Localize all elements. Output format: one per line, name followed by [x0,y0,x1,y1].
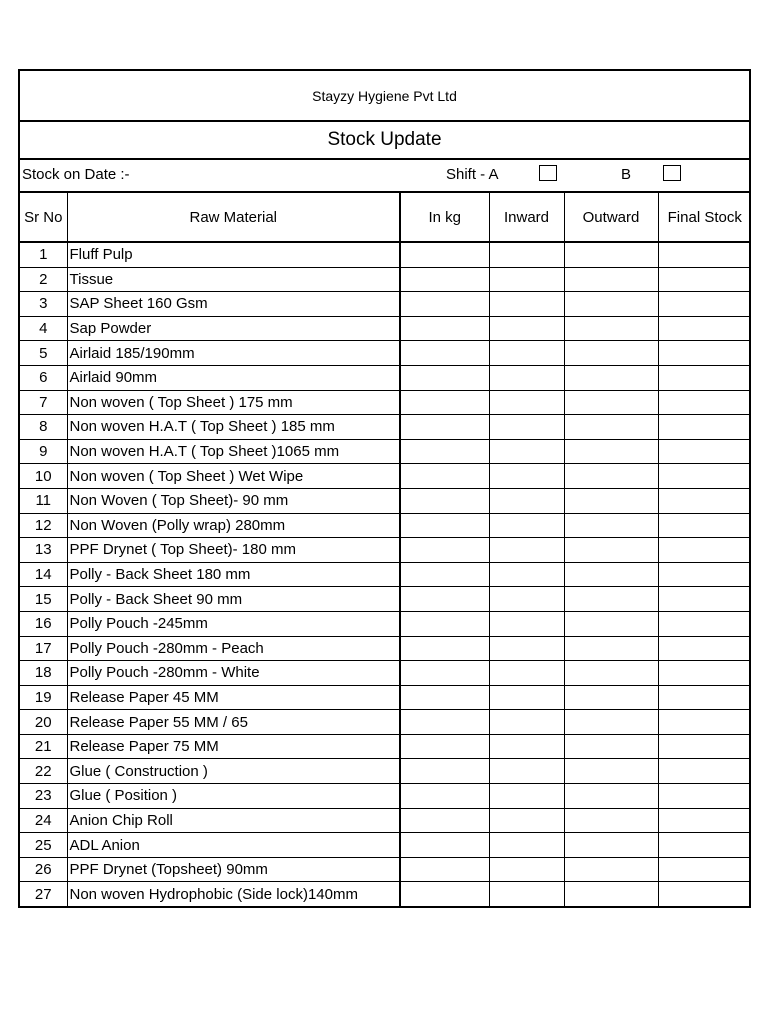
inward-cell[interactable] [489,513,564,538]
raw-material-cell: Anion Chip Roll [67,808,400,833]
in-kg-cell[interactable] [400,587,489,612]
raw-material-cell: Release Paper 55 MM / 65 [67,710,400,735]
table-row [20,710,751,735]
sr-no-cell: 26 [20,857,67,882]
in-kg-cell[interactable] [400,488,489,513]
table-row [20,882,751,906]
in-kg-cell[interactable] [400,341,489,366]
sr-no-cell: 18 [20,661,67,686]
raw-material-cell: Polly - Back Sheet 90 mm [67,587,400,612]
table-row [20,415,751,440]
in-kg-cell[interactable] [400,882,489,906]
stock-date-label: Stock on Date :- [22,166,130,183]
inward-cell[interactable] [489,365,564,390]
final-stock-cell[interactable] [658,759,751,784]
inward-cell[interactable] [489,710,564,735]
in-kg-cell[interactable] [400,365,489,390]
company-name-row [20,71,749,122]
sr-no-cell: 14 [20,562,67,587]
sr-no-cell: 1 [20,242,67,267]
raw-material-cell: Glue ( Construction ) [67,759,400,784]
outward-cell[interactable] [564,587,658,612]
col-header-sr-no: Sr No [20,193,67,242]
inward-cell[interactable] [489,242,564,267]
inward-cell[interactable] [489,390,564,415]
outward-cell[interactable] [564,784,658,809]
table-row [20,267,751,292]
table-row [20,439,751,464]
in-kg-cell[interactable] [400,562,489,587]
inward-cell[interactable] [489,734,564,759]
shift-b-label: B [621,166,632,183]
raw-material-cell: Polly Pouch -280mm - White [67,661,400,686]
inward-cell[interactable] [489,685,564,710]
sr-no-cell: 24 [20,808,67,833]
final-stock-cell[interactable] [658,415,751,440]
raw-material-cell: Release Paper 75 MM [67,734,400,759]
inward-cell[interactable] [489,267,564,292]
outward-cell[interactable] [564,415,658,440]
final-stock-cell[interactable] [658,341,751,366]
final-stock-cell[interactable] [658,833,751,858]
sr-no-cell: 10 [20,464,67,489]
inward-cell[interactable] [489,292,564,317]
final-stock-cell[interactable] [658,365,751,390]
in-kg-cell[interactable] [400,661,489,686]
inward-cell[interactable] [489,882,564,906]
raw-material-cell: Non woven Hydrophobic (Side lock)140mm [67,882,400,906]
sr-no-cell: 11 [20,488,67,513]
inward-cell[interactable] [489,636,564,661]
shift-row [20,160,749,193]
raw-material-cell: PPF Drynet (Topsheet) 90mm [67,857,400,882]
col-header-raw-material: Raw Material [67,193,400,242]
outward-cell[interactable] [564,833,658,858]
final-stock-cell[interactable] [658,464,751,489]
inward-cell[interactable] [489,464,564,489]
final-stock-cell[interactable] [658,242,751,267]
raw-material-cell: PPF Drynet ( Top Sheet)- 180 mm [67,538,400,563]
outward-cell[interactable] [564,661,658,686]
table-row [20,390,751,415]
inward-cell[interactable] [489,316,564,341]
raw-material-cell: Polly - Back Sheet 180 mm [67,562,400,587]
final-stock-cell[interactable] [658,562,751,587]
sr-no-cell: 12 [20,513,67,538]
sr-no-cell: 22 [20,759,67,784]
inward-cell[interactable] [489,661,564,686]
outward-cell[interactable] [564,710,658,735]
final-stock-cell[interactable] [658,488,751,513]
table-row [20,833,751,858]
col-header-inward: Inward [489,193,564,242]
outward-cell[interactable] [564,808,658,833]
table-row [20,316,751,341]
raw-material-cell: Non woven H.A.T ( Top Sheet )1065 mm [67,439,400,464]
raw-material-cell: Airlaid 185/190mm [67,341,400,366]
sr-no-cell: 2 [20,267,67,292]
outward-cell[interactable] [564,365,658,390]
final-stock-cell[interactable] [658,734,751,759]
raw-material-cell: Non woven ( Top Sheet ) 175 mm [67,390,400,415]
inward-cell[interactable] [489,562,564,587]
inward-cell[interactable] [489,833,564,858]
col-header-final-stock: Final Stock [658,193,751,242]
table-row [20,488,751,513]
table-header-row [20,193,751,242]
raw-material-cell: SAP Sheet 160 Gsm [67,292,400,317]
in-kg-cell[interactable] [400,538,489,563]
raw-material-cell: Release Paper 45 MM [67,685,400,710]
final-stock-cell[interactable] [658,587,751,612]
final-stock-cell[interactable] [658,636,751,661]
raw-material-cell: ADL Anion [67,833,400,858]
final-stock-cell[interactable] [658,513,751,538]
final-stock-cell[interactable] [658,316,751,341]
outward-cell[interactable] [564,390,658,415]
table-row [20,636,751,661]
raw-material-cell: Glue ( Position ) [67,784,400,809]
final-stock-cell[interactable] [658,611,751,636]
in-kg-cell[interactable] [400,242,489,267]
in-kg-cell[interactable] [400,464,489,489]
sr-no-cell: 9 [20,439,67,464]
in-kg-cell[interactable] [400,390,489,415]
stock-update-sheet [18,69,751,908]
sr-no-cell: 27 [20,882,67,906]
table-row [20,857,751,882]
table-row [20,341,751,366]
in-kg-cell[interactable] [400,636,489,661]
in-kg-cell[interactable] [400,685,489,710]
final-stock-cell[interactable] [658,882,751,906]
in-kg-cell[interactable] [400,759,489,784]
inward-cell[interactable] [489,415,564,440]
sr-no-cell: 16 [20,611,67,636]
col-header-in-kg: In kg [400,193,489,242]
in-kg-cell[interactable] [400,513,489,538]
outward-cell[interactable] [564,316,658,341]
in-kg-cell[interactable] [400,267,489,292]
in-kg-cell[interactable] [400,439,489,464]
raw-material-cell: Tissue [67,267,400,292]
table-row [20,808,751,833]
sr-no-cell: 3 [20,292,67,317]
raw-material-cell: Polly Pouch -280mm - Peach [67,636,400,661]
outward-cell[interactable] [564,636,658,661]
table-row [20,611,751,636]
final-stock-cell[interactable] [658,267,751,292]
outward-cell[interactable] [564,292,658,317]
in-kg-cell[interactable] [400,710,489,735]
shift-a-label: Shift - A [446,166,499,183]
outward-cell[interactable] [564,267,658,292]
outward-cell[interactable] [564,341,658,366]
page-title: Stock Update [327,129,442,150]
raw-material-cell: Non Woven ( Top Sheet)- 90 mm [67,488,400,513]
table-row [20,292,751,317]
raw-material-cell: Polly Pouch -245mm [67,611,400,636]
sr-no-cell: 15 [20,587,67,612]
in-kg-cell[interactable] [400,316,489,341]
col-header-outward: Outward [564,193,658,242]
table-row [20,734,751,759]
outward-cell[interactable] [564,439,658,464]
inward-cell[interactable] [489,341,564,366]
in-kg-cell[interactable] [400,611,489,636]
final-stock-cell[interactable] [658,661,751,686]
table-body [20,242,751,906]
table-row [20,784,751,809]
sr-no-cell: 19 [20,685,67,710]
in-kg-cell[interactable] [400,833,489,858]
table-row [20,242,751,267]
final-stock-cell[interactable] [658,390,751,415]
final-stock-cell[interactable] [658,292,751,317]
in-kg-cell[interactable] [400,857,489,882]
final-stock-cell[interactable] [658,439,751,464]
table-row [20,661,751,686]
sr-no-cell: 6 [20,365,67,390]
outward-cell[interactable] [564,513,658,538]
raw-material-cell: Non Woven (Polly wrap) 280mm [67,513,400,538]
final-stock-cell[interactable] [658,538,751,563]
outward-cell[interactable] [564,538,658,563]
final-stock-cell[interactable] [658,784,751,809]
stock-table [20,193,751,906]
raw-material-cell: Airlaid 90mm [67,365,400,390]
sr-no-cell: 7 [20,390,67,415]
outward-cell[interactable] [564,611,658,636]
table-row [20,464,751,489]
sr-no-cell: 8 [20,415,67,440]
inward-cell[interactable] [489,808,564,833]
outward-cell[interactable] [564,464,658,489]
raw-material-cell: Sap Powder [67,316,400,341]
sr-no-cell: 13 [20,538,67,563]
outward-cell[interactable] [564,857,658,882]
in-kg-cell[interactable] [400,734,489,759]
final-stock-cell[interactable] [658,710,751,735]
sr-no-cell: 17 [20,636,67,661]
final-stock-cell[interactable] [658,808,751,833]
inward-cell[interactable] [489,488,564,513]
inward-cell[interactable] [489,538,564,563]
raw-material-cell: Fluff Pulp [67,242,400,267]
inward-cell[interactable] [489,611,564,636]
table-row [20,538,751,563]
table-row [20,513,751,538]
table-row [20,562,751,587]
in-kg-cell[interactable] [400,292,489,317]
outward-cell[interactable] [564,488,658,513]
shift-b-checkbox[interactable] [663,165,681,181]
outward-cell[interactable] [564,734,658,759]
raw-material-cell: Non woven H.A.T ( Top Sheet ) 185 mm [67,415,400,440]
table-row [20,759,751,784]
sr-no-cell: 5 [20,341,67,366]
sr-no-cell: 25 [20,833,67,858]
outward-cell[interactable] [564,685,658,710]
table-row [20,685,751,710]
sr-no-cell: 20 [20,710,67,735]
inward-cell[interactable] [489,759,564,784]
inward-cell[interactable] [489,857,564,882]
outward-cell[interactable] [564,242,658,267]
in-kg-cell[interactable] [400,415,489,440]
outward-cell[interactable] [564,882,658,906]
raw-material-cell: Non woven ( Top Sheet ) Wet Wipe [67,464,400,489]
sr-no-cell: 4 [20,316,67,341]
inward-cell[interactable] [489,439,564,464]
outward-cell[interactable] [564,562,658,587]
inward-cell[interactable] [489,784,564,809]
final-stock-cell[interactable] [658,685,751,710]
shift-a-checkbox[interactable] [539,165,557,181]
in-kg-cell[interactable] [400,784,489,809]
inward-cell[interactable] [489,587,564,612]
outward-cell[interactable] [564,759,658,784]
in-kg-cell[interactable] [400,808,489,833]
sr-no-cell: 21 [20,734,67,759]
sr-no-cell: 23 [20,784,67,809]
title-row [20,122,749,160]
company-name: Stayzy Hygiene Pvt Ltd [312,87,457,104]
table-row [20,365,751,390]
table-row [20,587,751,612]
final-stock-cell[interactable] [658,857,751,882]
